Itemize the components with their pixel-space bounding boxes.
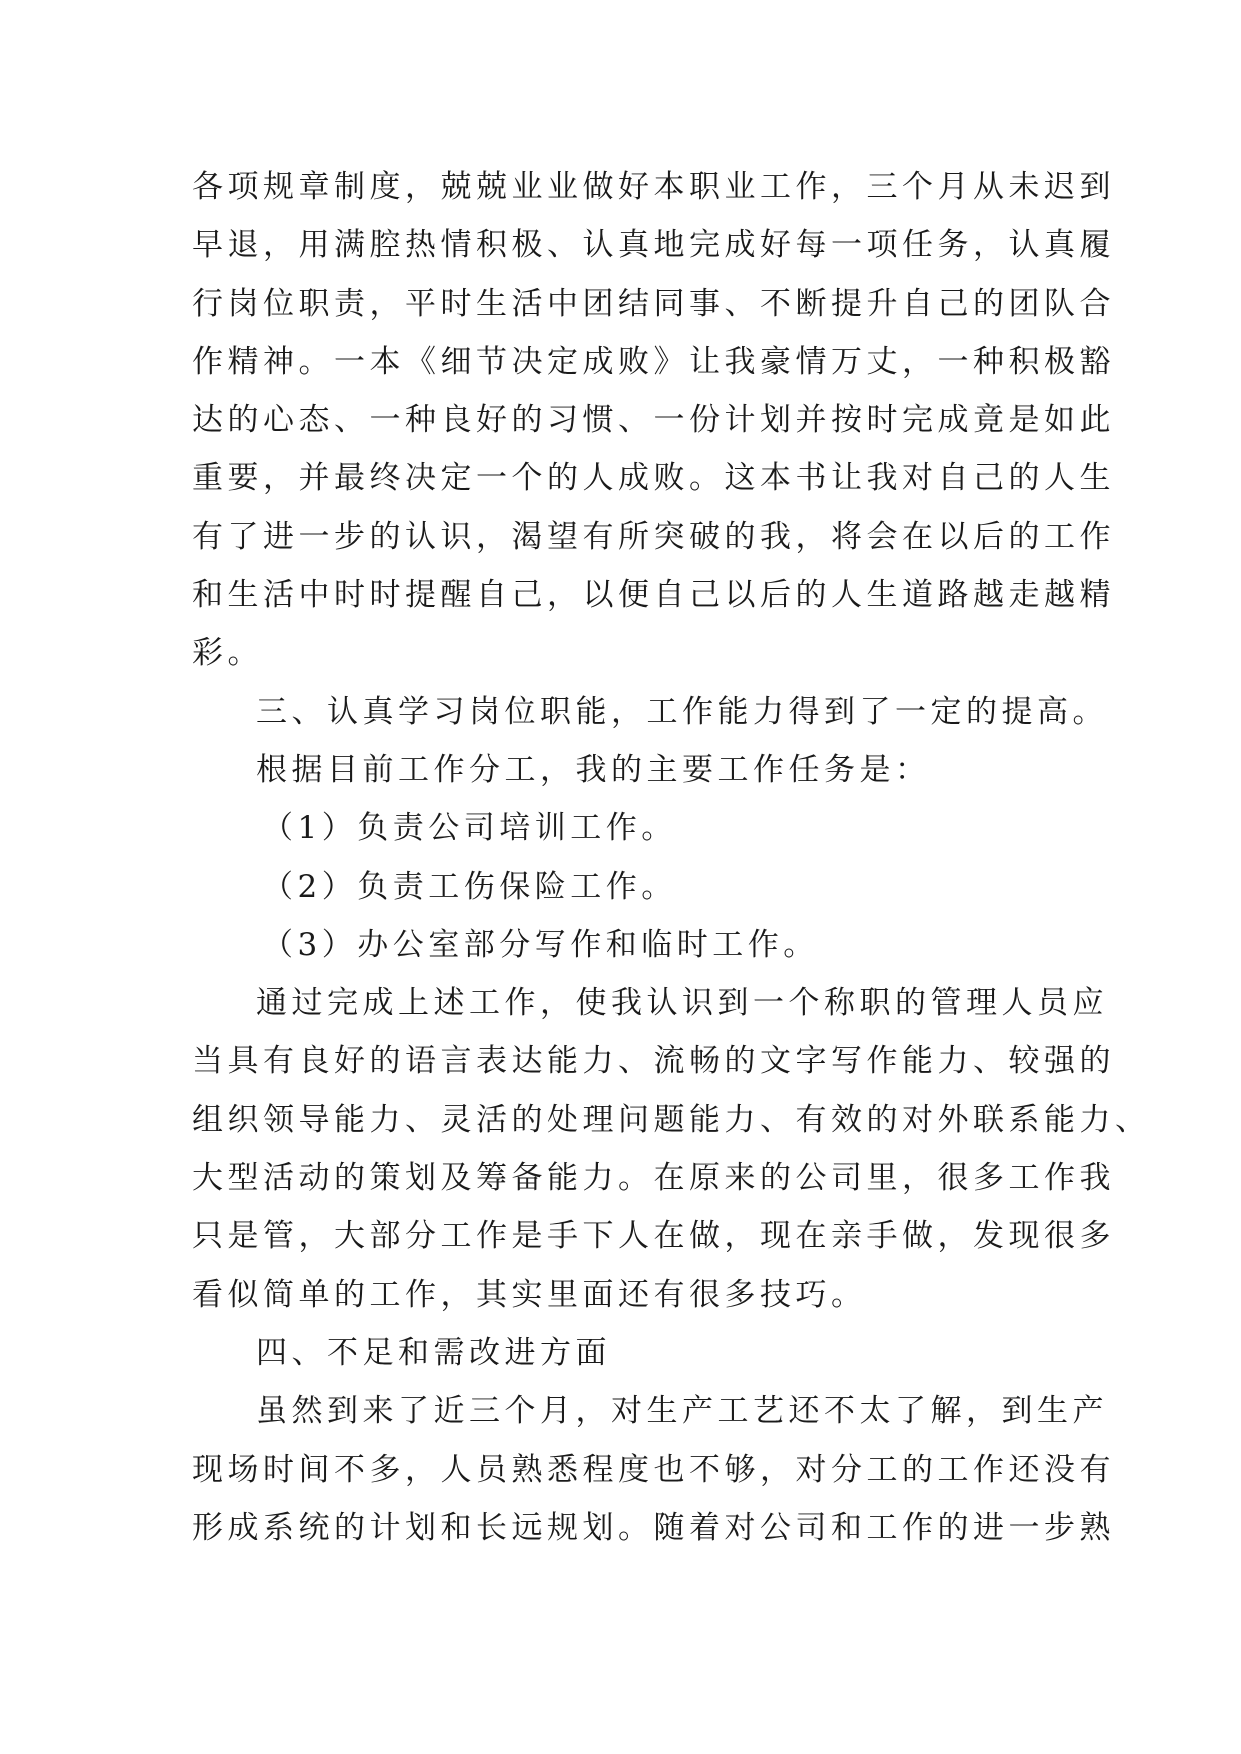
text-line: 和生活中时时提醒自己，以便自己以后的人生道路越走越精 xyxy=(192,577,1115,614)
list-item: （3）办公室部分写作和临时工作。 xyxy=(262,926,819,963)
text-line: 看似简单的工作，其实里面还有很多技巧。 xyxy=(192,1276,867,1313)
text-line: 有了进一步的认识，渴望有所突破的我，将会在以后的工作 xyxy=(192,518,1115,555)
text-line: 虽然到来了近三个月，对生产工艺还不太了解，到生产 xyxy=(256,1393,1108,1430)
list-item: （1）负责公司培训工作。 xyxy=(262,810,677,847)
text-line: 重要，并最终决定一个的人成败。这本书让我对自己的人生 xyxy=(192,460,1115,497)
text-line: 作精神。一本《细节决定成败》让我豪情万丈，一种积极豁 xyxy=(192,343,1115,380)
text-line: 达的心态、一种良好的习惯、一份计划并按时完成竟是如此 xyxy=(192,402,1115,439)
section-heading-3: 三、认真学习岗位职能，工作能力得到了一定的提高。 xyxy=(256,693,1108,730)
text-line: 大型活动的策划及筹备能力。在原来的公司里，很多工作我 xyxy=(192,1160,1115,1197)
text-line: 当具有良好的语言表达能力、流畅的文字写作能力、较强的 xyxy=(192,1043,1115,1080)
text-line: 通过完成上述工作，使我认识到一个称职的管理人员应 xyxy=(256,985,1108,1022)
list-item: （2）负责工伤保险工作。 xyxy=(262,868,677,905)
text-line: 组织领导能力、灵活的处理问题能力、有效的对外联系能力、 xyxy=(192,1101,1151,1138)
text-line: 早退，用满腔热情积极、认真地完成好每一项任务，认真履 xyxy=(192,227,1115,264)
text-line: 只是管，大部分工作是手下人在做，现在亲手做，发现很多 xyxy=(192,1218,1115,1255)
text-line: 各项规章制度，兢兢业业做好本职业工作，三个月从未迟到 xyxy=(192,169,1115,205)
section-heading-4: 四、不足和需改进方面 xyxy=(256,1334,611,1371)
text-line: 形成系统的计划和长远规划。随着对公司和工作的进一步熟 xyxy=(192,1509,1115,1546)
body-text xyxy=(192,158,1151,1557)
text-line: 彩。 xyxy=(192,635,263,672)
text-line: 现场时间不多，人员熟悉程度也不够，对分工的工作还没有 xyxy=(192,1451,1115,1488)
text-line: 根据目前工作分工，我的主要工作任务是： xyxy=(256,751,931,788)
text-line: 行岗位职责，平时生活中团结同事、不断提升自己的团队合 xyxy=(192,285,1115,322)
